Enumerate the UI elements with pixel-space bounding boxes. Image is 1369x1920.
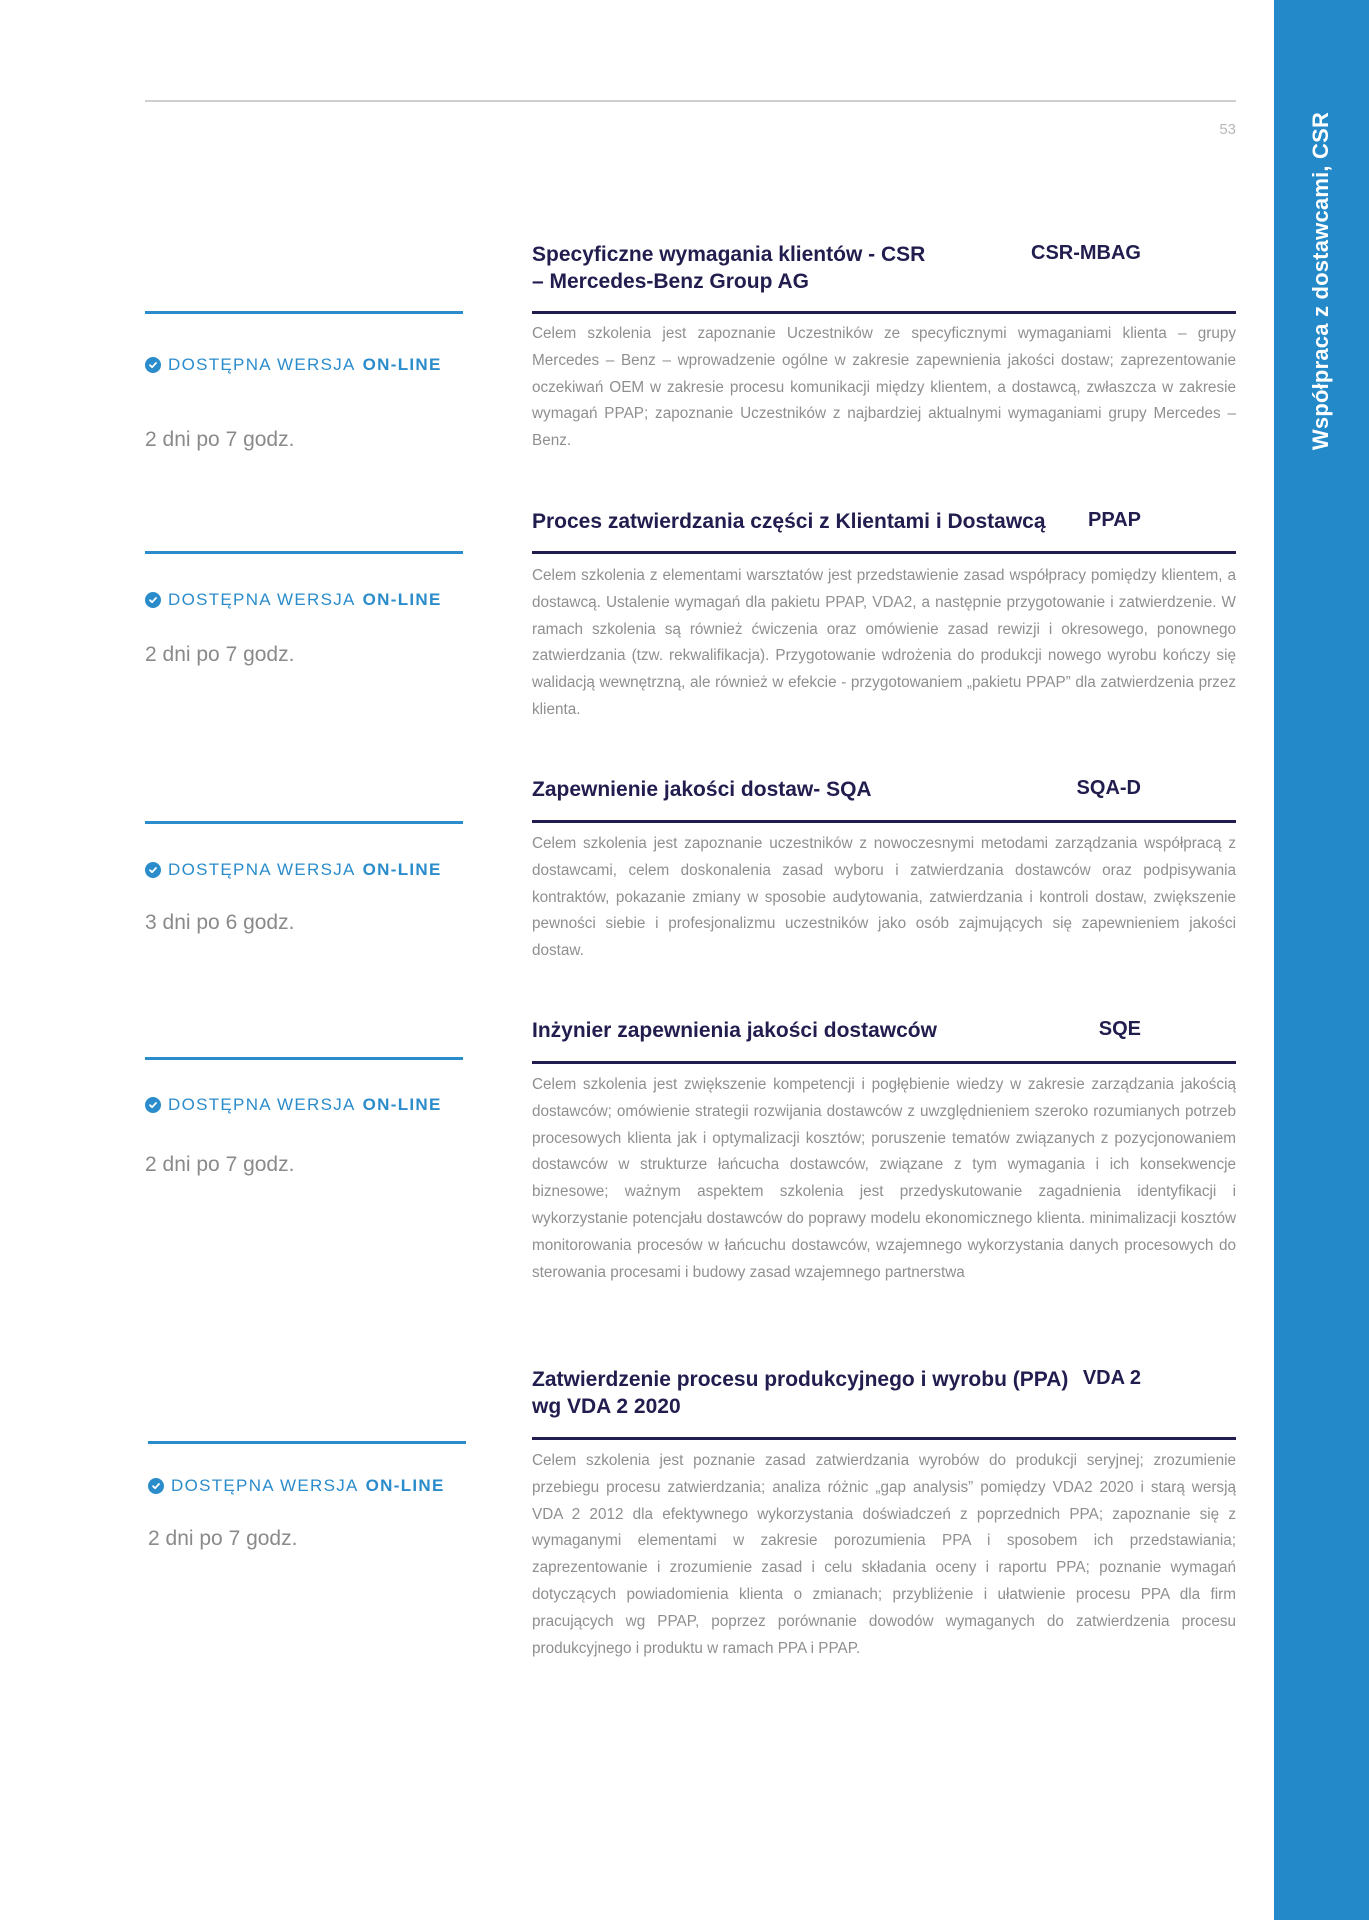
- online-badge-prefix: DOSTĘPNA WERSJA: [168, 355, 356, 374]
- check-circle-icon: [145, 357, 161, 373]
- online-badge-prefix: DOSTĘPNA WERSJA: [171, 1476, 359, 1495]
- course-left-divider: [148, 1441, 466, 1444]
- course-title: [532, 241, 1002, 295]
- course-title-line: – Mercedes-Benz Group AG: [532, 270, 809, 293]
- section-side-tab-label: Współpraca z dostawcami, CSR: [1308, 111, 1333, 451]
- course-title: [532, 1017, 1092, 1044]
- course-title-line: Zatwierdzenie procesu produkcyjnego i wyrobu (PPA): [532, 1368, 1069, 1391]
- online-badge-strong: ON-LINE: [362, 355, 442, 374]
- course-divider: [532, 1437, 1236, 1440]
- course-title-line: Specyficzne wymagania klientów - CSR: [532, 243, 926, 266]
- course-code: SQE: [1098, 1018, 1141, 1040]
- course-left-divider: [145, 1057, 463, 1060]
- course-code: PPAP: [1088, 509, 1141, 531]
- course-code: VDA 2: [1082, 1367, 1141, 1389]
- online-badge-strong: ON-LINE: [365, 1476, 445, 1495]
- course-divider: [532, 820, 1236, 823]
- online-badge: [148, 1476, 445, 1496]
- course-left-divider: [145, 311, 463, 314]
- course-duration: 3 dni po 6 godz.: [145, 911, 295, 934]
- online-badge: [145, 355, 442, 375]
- course-title-line: wg VDA 2 2020: [532, 1395, 681, 1418]
- course-duration: 2 dni po 7 godz.: [145, 643, 295, 666]
- course-title: [532, 508, 1092, 535]
- course-title-line: Proces zatwierdzania części z Klientami i Dostawcą: [532, 510, 1046, 533]
- online-badge-prefix: DOSTĘPNA WERSJA: [168, 590, 356, 609]
- online-badge-strong: ON-LINE: [362, 590, 442, 609]
- course-description: Celem szkolenia jest zapoznanie Uczestników ze specyficznymi wymaganiami klienta – grupy Mercedes – Benz – wprowadzenie ogólne w zakresie zapewnienia jakości dostaw; zaprezentowanie oczekiwań OEM w zakresie procesu komunikacji między klientem, a dostawcą, zwłaszcza w zakresie wymagań PPAP; zapoznanie Uczestników z najbardziej aktualnymi wymaganiami grupy Mercedes – Benz.: [532, 325, 1236, 450]
- online-badge: [145, 860, 442, 880]
- course-divider: [532, 551, 1236, 554]
- online-badge-prefix: DOSTĘPNA WERSJA: [168, 1095, 356, 1114]
- course-divider: [532, 1061, 1236, 1064]
- check-circle-icon: [145, 1097, 161, 1113]
- course-code: CSR-MBAG: [1031, 242, 1141, 264]
- course-title-line: Zapewnienie jakości dostaw- SQA: [532, 778, 872, 801]
- online-badge: [145, 590, 442, 610]
- course-title: [532, 1366, 1112, 1420]
- course-left-divider: [145, 551, 463, 554]
- check-circle-icon: [148, 1478, 164, 1494]
- course-description: Celem szkolenia jest zapoznanie uczestników z nowoczesnymi metodami zarządzania współpracą z dostawcami, celem doskonalenia zasad wyboru i zatwierdzania dostawców oraz podpisywania kontraktów, pokazanie zmiany w sposobie audytowania, zatwierdzania i kontroli dostaw, zwiększenie pewności siebie i profesjonalizmu uczestników jako osób zajmujących się zapewnieniem jakości dostaw.: [532, 835, 1236, 960]
- check-circle-icon: [145, 862, 161, 878]
- online-badge-strong: ON-LINE: [362, 860, 442, 879]
- check-circle-icon: [145, 592, 161, 608]
- course-title: [532, 776, 1092, 803]
- course-duration: 2 dni po 7 godz.: [145, 1153, 295, 1176]
- online-badge: [145, 1095, 442, 1115]
- online-badge-strong: ON-LINE: [362, 1095, 442, 1114]
- course-divider: [532, 311, 1236, 314]
- online-badge-prefix: DOSTĘPNA WERSJA: [168, 860, 356, 879]
- course-code: SQA-D: [1076, 777, 1141, 799]
- course-description: Celem szkolenia jest zwiększenie kompetencji i pogłębienie wiedzy w zakresie zarządzania jakością dostawców; omówienie strategii rozwijania dostawców z uwzględnieniem szeroko rozumianych potrzeb procesowych klienta jak i optymalizacji kosztów; poruszenie tematów związanych z pozycjonowaniem dostawców w strukturze łańcucha dostawców, związane z tym wymagania i ich konsekwencje biznesowe; ważnym aspektem szkolenia jest przedyskutowanie zagadnienia identyfikacji i wykorzystanie potencjału dostawców do poprawy modelu ekonomicznego klienta. minimalizacji kosztów monitorowania procesów w łańcuchu dostawców, wzajemnego wykorzystania danych procesowych do sterowania procesami i budowy zasad wzajemnego partnerstwa: [532, 1076, 1236, 1281]
- course-title-line: Inżynier zapewnienia jakości dostawców: [532, 1019, 937, 1042]
- page-number: 53: [1219, 121, 1236, 138]
- course-duration: 2 dni po 7 godz.: [148, 1527, 298, 1550]
- course-left-divider: [145, 821, 463, 824]
- course-description: Celem szkolenia jest poznanie zasad zatwierdzania wyrobów do produkcji seryjnej; zrozumienie przebiegu procesu zatwierdzania; analiza różnic „gap analysis” pomiędzy VDA2 2020 i starą wersją VDA 2 2012 dla efektywnego wykorzystania doświadczeń z poprzednich PPA; zapoznanie się z wymaganymi elementami w zakresie porozumienia PPA i sposobem ich przedstawiania; zaprezentowanie i zrozumienie zasad i celu składania oceny i raportu PPA; poznanie wymagań dotyczących powiadomienia klienta o zmianach; przybliżenie i ułatwienie procesu PPA dla firm pracujących wg PPAP, poprzez porównanie dowodów wymaganych do zatwierdzenia procesu produkcyjnego i produktu w ramach PPA i PPAP.: [532, 1452, 1236, 1657]
- header-divider: [145, 100, 1236, 102]
- course-description: Celem szkolenia z elementami warsztatów jest przedstawienie zasad współpracy pomiędzy klientem, a dostawcą. Ustalenie wymagań dla pakietu PPAP, VDA2, a następnie przygotowanie i zatwierdzenie. W ramach szkolenia są również ćwiczenia oraz omówienie zasad rewizji i okresowego, ponownego zatwierdzania (tzw. rekwalifikacja). Przygotowanie wdrożenia do produkcji nowego wyrobu kończy się walidacją wewnętrzną, ale również w efekcie - przygotowaniem „pakietu PPAP” dla zatwierdzenia przez klienta.: [532, 567, 1236, 718]
- course-duration: 2 dni po 7 godz.: [145, 428, 295, 451]
